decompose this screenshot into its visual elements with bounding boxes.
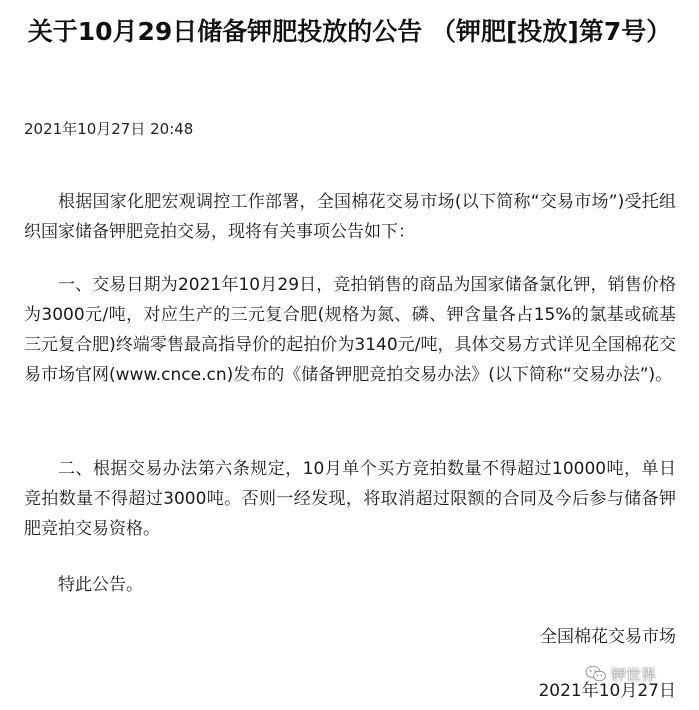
- watermark-text: 钾世界: [611, 665, 657, 684]
- closing-paragraph: 特此公告。: [58, 575, 143, 595]
- item-one-paragraph: 一、交易日期为2021年10月29日，竞拍销售的商品为国家储备氯化钾，销售价格为3000元/吨，对应生产的三元复合肥(规格为氮、磷、钾含量各占15%的氯基或硫基三元复合肥)终端零售最高指导价的起拍价为3140元/吨，具体交易方式详见全国棉花交易市场官网(www.cnce.cn)发布的《储备钾肥竞拍交易办法》(以下简称“交易办法”)。: [24, 275, 676, 385]
- sign-date: 2021年10月27日: [538, 681, 676, 701]
- watermark: [585, 662, 656, 686]
- page-title: 关于10月29日储备钾肥投放的公告 （钾肥[投放]第7号）: [27, 17, 672, 46]
- wechat-icon: [585, 665, 607, 683]
- intro-paragraph: 根据国家化肥宏观调控工作部署，全国棉花交易市场(以下简称“交易市场”)受托组织国家储备钾肥竞拍交易，现将有关事项公告如下：: [24, 192, 676, 242]
- signer: 全国棉花交易市场: [540, 627, 676, 647]
- item-two-paragraph: 二、根据交易办法第六条规定，10月单个买方竞拍数量不得超过10000吨，单日竞拍数量不得超过3000吨。否则一经发现，将取消超过限额的合同及今后参与储备钾肥竞拍交易资格。: [24, 459, 676, 539]
- publish-time: 2021年10月27日 20:48: [24, 120, 194, 138]
